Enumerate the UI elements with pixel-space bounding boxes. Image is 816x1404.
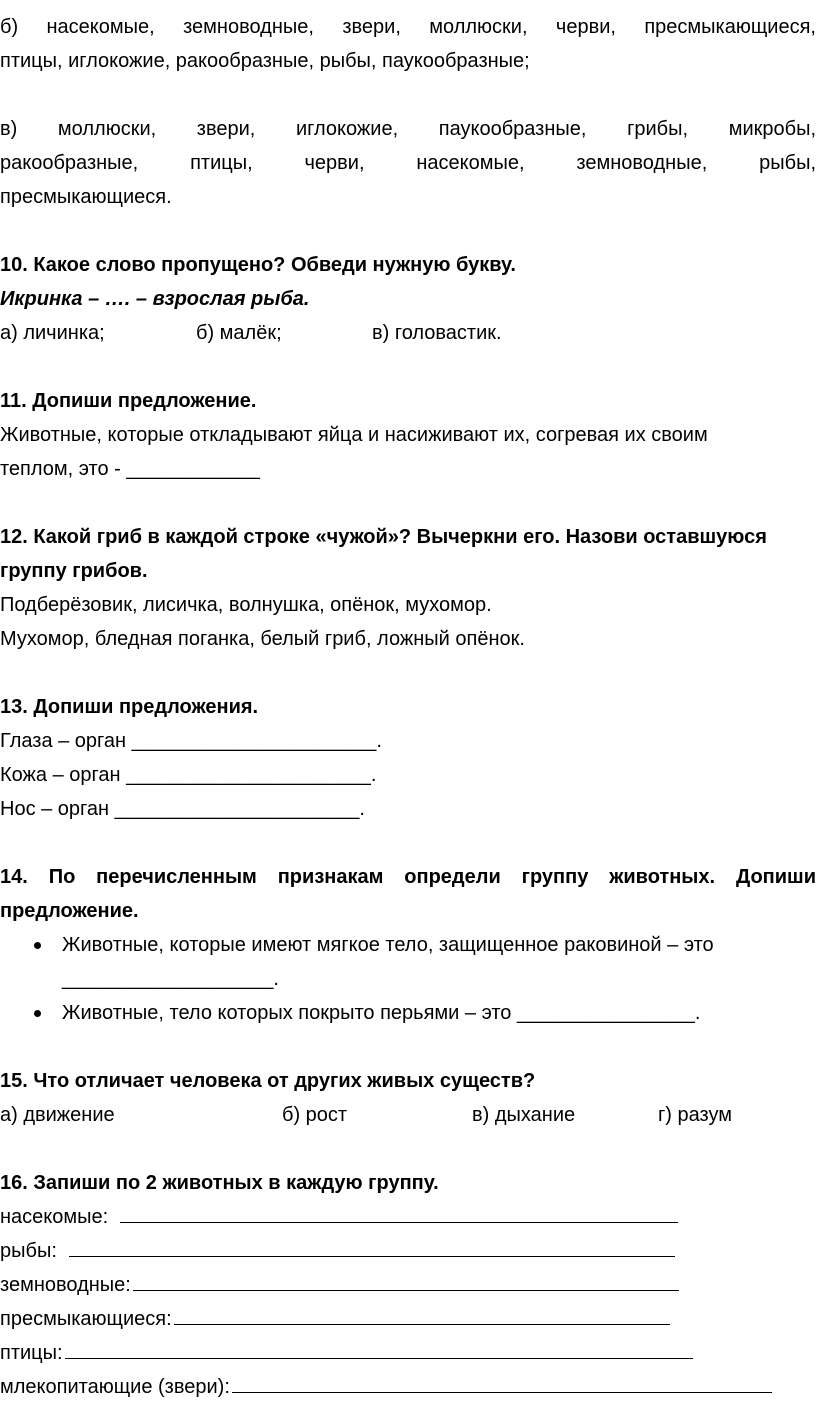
q14-title-line2: предложение. — [0, 900, 139, 922]
q15-option-v[interactable]: в) дыхание — [472, 1104, 576, 1126]
q14-bullet-1 — [0, 928, 816, 996]
q16-row-reptiles[interactable] — [0, 1302, 816, 1336]
q10-option-v[interactable]: в) головастик. — [372, 322, 502, 344]
q16-label-mammals: млекопитающие (звери): — [0, 1376, 230, 1398]
q14-bullet2-text[interactable]: Животные, тело которых покрыто перьями – это ________________. — [62, 1002, 701, 1024]
q16-row-mammals[interactable] — [0, 1370, 816, 1404]
worksheet-page — [0, 10, 816, 1404]
answer-line[interactable] — [174, 1302, 670, 1325]
list-b-line1: б) насекомые, земноводные, звери, моллюски, черви, пресмыкающиеся, — [0, 16, 816, 38]
q12-title-line2: группу грибов. — [0, 560, 148, 582]
q12-row2[interactable]: Мухомор, бледная поганка, белый гриб, ложный опёнок. — [0, 628, 525, 650]
q16-title: 16. Запиши по 2 животных в каждую группу. — [0, 1172, 439, 1194]
q16-label-birds: птицы: — [0, 1342, 63, 1364]
q15-option-g[interactable]: г) разум — [658, 1104, 733, 1126]
q12-title-line1: 12. Какой гриб в каждой строке «чужой»? Вычеркни его. Назови оставшуюся — [0, 526, 767, 548]
q10-option-b[interactable]: б) малёк; — [196, 322, 282, 344]
q13-title: 13. Допиши предложения. — [0, 696, 259, 718]
q16-row-birds[interactable] — [0, 1336, 816, 1370]
q11-line2[interactable]: теплом, это - ____________ — [0, 458, 260, 480]
list-v-line1: в) моллюски, звери, иглокожие, паукообразные, грибы, микробы, — [0, 118, 816, 140]
q16-label-fish: рыбы: — [0, 1240, 57, 1262]
q12-row1[interactable]: Подберёзовик, лисичка, волнушка, опёнок, мухомор. — [0, 594, 492, 616]
q16-row-insects[interactable] — [0, 1200, 816, 1234]
q10-options — [0, 316, 816, 350]
q13-item-skin[interactable]: Кожа – орган ______________________. — [0, 764, 377, 786]
q15-title: 15. Что отличает человека от других живых существ? — [0, 1070, 536, 1092]
q13-item-eyes[interactable]: Глаза – орган ______________________. — [0, 730, 382, 752]
q13-item-nose[interactable]: Нос – орган ______________________. — [0, 798, 365, 820]
list-v-line3: пресмыкающиеся. — [0, 186, 172, 208]
list-v-line2: ракообразные, птицы, черви, насекомые, земноводные, рыбы, — [0, 152, 816, 174]
q14-bullet1-line1: Животные, которые имеют мягкое тело, защищенное раковиной – это — [62, 934, 714, 956]
q15-options — [0, 1098, 816, 1132]
bullet-dot-icon — [34, 1010, 41, 1017]
answer-line[interactable] — [120, 1200, 678, 1223]
answer-line[interactable] — [69, 1234, 675, 1257]
q15-option-a[interactable]: а) движение — [0, 1104, 115, 1126]
bullet-dot-icon — [34, 942, 41, 949]
q16-row-fish[interactable] — [0, 1234, 816, 1268]
answer-line[interactable] — [65, 1336, 693, 1359]
q11-title: 11. Допиши предложение. — [0, 390, 257, 412]
q16-row-amphibians[interactable] — [0, 1268, 816, 1302]
answer-line[interactable] — [232, 1370, 772, 1393]
q10-title: 10. Какое слово пропущено? Обведи нужную букву. — [0, 254, 516, 276]
q10-sentence: Икринка – …. – взрослая рыба. — [0, 288, 310, 310]
q14-bullet-2 — [0, 996, 816, 1030]
list-b-line2: птицы, иглокожие, ракообразные, рыбы, паукообразные; — [0, 50, 530, 72]
q14-title-line1: 14. По перечисленным признакам определи группу животных. Допиши — [0, 866, 816, 888]
q11-line1: Животные, которые откладывают яйца и насиживают их, согревая их своим — [0, 424, 708, 446]
q10-option-a[interactable]: а) личинка; — [0, 322, 105, 344]
q16-label-reptiles: пресмыкающиеся: — [0, 1308, 172, 1330]
q16-label-insects: насекомые: — [0, 1206, 109, 1228]
q14-bullet1-line2[interactable]: ___________________. — [62, 968, 279, 990]
q15-option-b[interactable]: б) рост — [282, 1104, 348, 1126]
q16-label-amphibians: земноводные: — [0, 1274, 131, 1296]
answer-line[interactable] — [133, 1268, 679, 1291]
